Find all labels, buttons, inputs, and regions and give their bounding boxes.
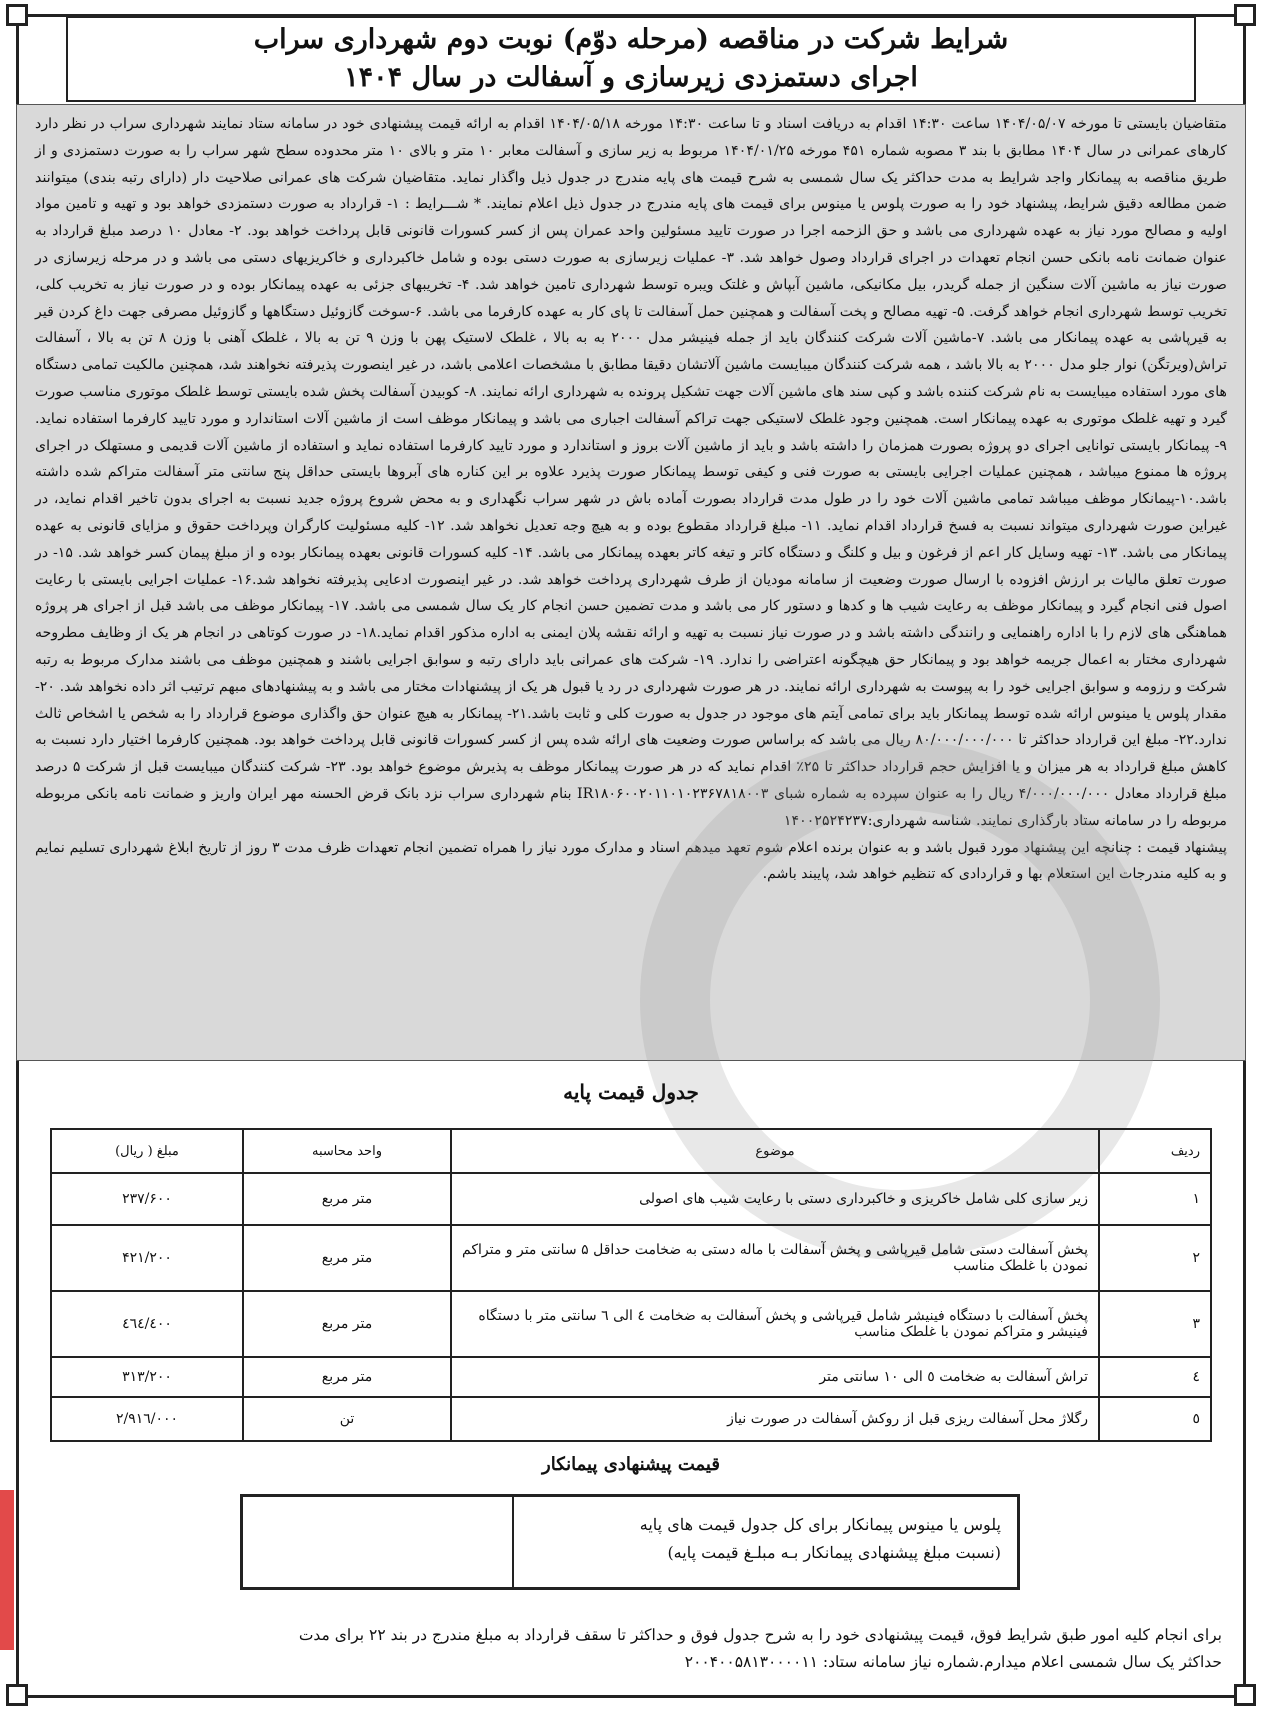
row-amount: ٣١٣/٢٠٠	[51, 1357, 243, 1397]
table-row	[51, 1397, 1211, 1441]
conditions-paragraph: متقاضیان بایستی تا مورخه ۱۴۰۴/۰۵/۰۷ ساعت ۱۴:۳۰ اقدام به دریافت اسناد و تا ساعت ۱۴:۳۰ مورخه ۱۴۰۴/۰۵/۱۸ اقدام به ارائه قیمت پیشنهادی خود در سامانه ستاد نمایند شهرداری سراب در نظر دارد کارهای عمرانی در سال ۱۴۰۴ مطابق با بند ۳ مصوبه شماره ۴۵۱ مورخه ۱۴۰۴/۰۱/۲۵ مربوط به زیر سازی و آسفالت معابر ۱۰ متر و بالای ۱۰ متر محدوده سطح شهر سراب را به صورت دستمزدی و از طریق مناقصه به پیمانکار واجد شرایط به مدت حداکثر یک سال شمسی به شرح قیمت های پایه مندرج در جدول ذیل واگذار نماید. متقاضیان شرکت های عمرانی صلاحیت دار (دارای رتبه بندی) میتوانند ضمن مطالعه دقیق شرایط، پیشنهاد خود را به صورت پلوس یا مینوس برای قیمت های پایه مندرج در جدول ذیل اعلام نمایند. * شـــرایط : ۱- قرارداد به صورت دستمزدی خواهد بود و تهیه و تامین مواد اولیه و مصالح مورد نیاز به عهده شهرداری می باشد و حق الزحمه اجرا در صورت تایید مسئولین واحد عمران پس از کسر کسورات قانونی قابل پرداخت خواهد بود. ۲- معادل ۱۰ درصد مبلغ قرارداد به عنوان ضمانت نامه بانکی حسن انجام تعهدات در اجرای قرارداد وصول خواهد شد. ۳- عملیات زیرسازی به صورت دستی بوده و شامل خاکبرداری و خاکریزیهای دستی می باشد و در مرحله زیرسازی در صورت نیاز به ماشین آلات سنگین از جمله گریدر، بیل مکانیکی، ماشین آبپاش و غلتک ویبره توسط شهرداری تامین خواهد شد. ۴- تخریبهای جزئی به عهده پیمانکار بوده و در صورت نیاز به تخریب کلی، تخریب توسط شهرداری انجام خواهد گرفت. ۵- تهیه مصالح و پخت آسفالت و همچنین حمل آسفالت تا پای کار به عهده کارفرما می باشد. ۶-سوخت گازوئیل دستگاهها و گازوئیل مصرفی جهت داغ کردن قیر به قیرپاشی به عهده پیمانکار می باشد. ۷-ماشین آلات شرکت کنندگان باید از جمله فینیشر مدل ۲۰۰۰ به به بالا ، غلطک لاستیک پهن با وزن ۹ تن به بالا ، غلطک آهنی با وزن ۸ تن به بالا ، آسفالت تراش(ویرتگن) نوار جلو مدل ۲۰۰۰ به بالا باشد ، همه شرکت کنندگان میبایست ماشین آلاتشان دقیقا مطابق با مشخصات اعلامی باشد، در غیر اینصورت پذیرفته نخواهند شد، همچنین مالکیت تمامی دستگاه های مورد استفاده میبایست به نام شرکت کننده باشد و کپی سند های ماشین آلات جهت تشکیل پرونده به شهرداری ارائه نمایند. ۸- کوبیدن آسفالت پخش شده بایستی توسط غلطک موتوری مناسب صورت گیرد و تهیه غلطک موتوری به عهده پیمانکار است. همچنین وجود غلطک لاستیکی جهت تراکم آسفالت اجباری می باشد و پیمانکار موظف است از ماشین آلات استاندارد و مورد تایید کارفرما استفاده نماید. ۹- پیمانکار بایستی توانایی اجرای دو پروژه بصورت همزمان را داشته باشد و باید از ماشین آلات بروز و استاندارد و مورد تایید کارفرما استفاده نماید و استفاده از ماشین آلات قدیمی و مستهلک در اجرای پروژه ها ممنوع میباشد ، همچنین عملیات اجرایی بایستی به صورت فنی و کیفی توسط پیمانکار صورت پذیرد علاوه بر این کناره های آبروها بایستی حداقل پنج سانتی متر آسفالت متراکم شده داشته باشد.۱۰-پیمانکار موظف میباشد تمامی ماشین آلات خود را در طول مدت قرارداد بصورت آماده باش در شهر سراب نگهداری و به محض شروع پروژه جدید نسبت به اجرای بدون تاخیر اقدام نماید، در غیراین صورت شهرداری میتواند نسبت به فسخ قرارداد اقدام نماید. ۱۱- مبلغ قرارداد مقطوع بوده و به هیچ وجه تعدیل نخواهد شد. ۱۲- کلیه مسئولیت کارگران وپرداخت حقوق و مزایای قانونی به عهده پیمانکار می باشد. ۱۳- تهیه وسایل کار اعم از فرغون و بیل و کلنگ و دستگاه کاتر و تیغه کاتر بعهده پیمانکار می باشد. ۱۴- کلیه کسورات قانونی بعهده پیمانکار بوده و از مبلغ پیمان کسر خواهد شد. ۱۵- در صورت تعلق مالیات بر ارزش افزوده با ارسال صورت وضعیت از سامانه مودیان از طرف شهرداری پرداخت خواهد شد. در غیر اینصورت ادعایی پذیرفته نخواهد شد.۱۶- عملیات اجرایی بایستی با رعایت اصول فنی انجام گیرد و پیمانکار موظف به رعایت شیب ها و کدها و دستور کار می باشد و مدت تضمین حسن انجام کار یک سال شمسی می باشد. ۱۷- پیمانکار موظف می باشد قبل از اجرای هر پروژه هماهنگی های لازم را با اداره راهنمایی و رانندگی داشته باشد و در صورت نیاز نسبت به تهیه و ارائه نقشه پلان ایمنی به اداره مذکور اقدام نماید.۱۸- در صورت کوتاهی در انجام هر یک از وظایف مطروحه شهرداری مختار به اعمال جریمه خواهد بود و پیمانکار حق هیچگونه اعتراضی را ندارد. ۱۹- شرکت های عمرانی باید دارای رتبه و سوابق اجرایی باشند و همچنین موظف می باشند مدارک مربوط به رتبه شرکت و رزومه و سوابق اجرایی خود را به پیوست به شهرداری ارائه نمایند. در هر صورت شهرداری در رد یا قبول هر یک از پیشنهادات مختار می باشد و به پیشنهادهای مبهم ترتیب اثر داده نخواهد شد. ۲۰- مقدار پلوس یا مینوس ارائه شده توسط پیمانکار باید برای تمامی آیتم های موجود در جدول به صورت کلی و ثابت باشد.۲۱- پیمانکار به هیچ عنوان حق واگذاری موضوع قرارداد را به شخص یا اشخاص ثالث ندارد.۲۲- مبلغ این قرارداد حداکثر تا ۸۰/۰۰۰/۰۰۰/۰۰۰ ریال می باشد که براساس صورت وضعیت های ارائه شده پس از کسر کسورات قانونی قابل پرداخت خواهد بود. همچنین کارفرما اختیار دارد نسبت به کاهش مبلغ قرارداد به هر میزان و یا افزایش حجم قرارداد حداکثر تا ۲۵٪ اقدام نماید که در هر صورت پیمانکار موظف به پذیرش موضوع خواهد بود. ۲۳- شرکت کنندگان میبایست قبل از شرکت ۵ درصد مبلغ قرارداد معادل ۴/۰۰۰/۰۰۰/۰۰۰ ریال را به عنوان سپرده به شماره شبای IR۱۸۰۶۰۰۲۰۱۱۰۱۰۲۳۶۷۸۱۸۰۰۳ بنام شهرداری سراب نزد بانک قرض الحسنه مهر ایران واریز و ضمانت نامه بانکی مربوطه مربوطه را در سامانه ستاد بارگذاری نمایند. شناسه شهرداری:۱۴۰۰۲۵۲۴۲۳۷	[35, 116, 1228, 829]
proposal-value-field[interactable]	[243, 1497, 512, 1587]
row-unit: تن	[243, 1397, 451, 1441]
header-row-number: ردیف	[1099, 1129, 1211, 1173]
conditions-body	[16, 104, 1246, 1061]
row-amount: ۲۳۷/۶۰۰	[51, 1173, 243, 1225]
conditions-text	[35, 111, 1227, 888]
proposal-label-line-1: پلوس یا مینوس پیمانکار برای کل جدول قیمت های پایه	[639, 1515, 1001, 1534]
row-amount: ۴۲۱/۲۰۰	[51, 1225, 243, 1291]
document-title	[66, 16, 1196, 102]
table-row	[51, 1225, 1211, 1291]
corner-ornament	[1234, 1684, 1256, 1706]
row-unit: متر مربع	[243, 1291, 451, 1357]
footer-line-2: حداکثر یک سال شمسی اعلام میدارم.شماره نیاز سامانه ستاد: ۲۰۰۴۰۰۵۸۱۳۰۰۰۰۱۱	[684, 1653, 1222, 1671]
row-amount: ٢/٩١٦/٠٠٠	[51, 1397, 243, 1441]
price-table	[50, 1128, 1212, 1442]
footer-line-1: برای انجام کلیه امور طبق شرایط فوق، قیمت پیشنهادی خود را به شرح جدول فوق و حداکثر تا سقف قرارداد به مبلغ مندرج در بند ۲۲ برای مدت	[298, 1626, 1222, 1644]
proposal-title: قیمت پیشنهادی پیمانکار	[542, 1454, 720, 1475]
row-subject: زیر سازی کلی شامل خاکریزی و خاکبرداری دستی با رعایت شیب های اصولی	[451, 1173, 1099, 1225]
header-unit: واحد محاسبه	[243, 1129, 451, 1173]
title-line-1: شرایط شرکت در مناقصه (مرحله دوّم) نوبت دوم شهرداری سراب	[253, 24, 1009, 55]
corner-ornament	[6, 1684, 28, 1706]
corner-ornament	[6, 4, 28, 26]
table-header-row	[51, 1129, 1211, 1173]
row-number: ٥	[1099, 1397, 1211, 1441]
price-offer-paragraph: پیشنهاد قیمت : چنانچه این پیشنهاد مورد قبول باشد و به عنوان برنده اعلام شوم تعهد میدهم اسناد و مدارک مورد نیاز را همراه تضمین انجام تعهدات ظرف مدت ۳ روز از تاریخ ابلاغ شهرداری تسلیم نمایم و به کلیه مندرجات این استعلام بها و قراردادی که تنظیم خواهد شد، پایبند باشم.	[35, 839, 1227, 883]
row-subject: پخش آسفالت دستی شامل قیرپاشی و پخش آسفالت با ماله دستی به ضخامت حداقل ۵ سانتی متر و متراکم نمودن با غلطک مناسب	[451, 1225, 1099, 1291]
price-table-title: جدول قیمت پایه	[563, 1080, 699, 1104]
row-unit: متر مربع	[243, 1173, 451, 1225]
table-row	[51, 1291, 1211, 1357]
row-amount: ٤٦٤/٤٠٠	[51, 1291, 243, 1357]
proposal-box	[240, 1494, 1020, 1590]
footer-statement	[40, 1622, 1222, 1676]
table-row	[51, 1357, 1211, 1397]
row-number: ۳	[1099, 1291, 1211, 1357]
header-amount: مبلغ ( ریال)	[51, 1129, 243, 1173]
row-number: ۲	[1099, 1225, 1211, 1291]
corner-ornament	[1234, 4, 1256, 26]
row-unit: متر مربع	[243, 1225, 451, 1291]
table-row	[51, 1173, 1211, 1225]
title-line-2: اجرای دستمزدی زیرسازی و آسفالت در سال ۱۴۰۴	[344, 62, 918, 93]
row-number: ٤	[1099, 1357, 1211, 1397]
row-subject: پخش آسفالت با دستگاه فینیشر شامل قیرپاشی و پخش آسفالت به ضخامت ٤ الی ٦ سانتی متر با دستگاه فینیشر و متراکم نمودن با غلطک مناسب	[451, 1291, 1099, 1357]
proposal-label	[512, 1497, 1017, 1587]
row-number: ۱	[1099, 1173, 1211, 1225]
red-edge-mark	[0, 1490, 14, 1650]
row-subject: تراش آسفالت به ضخامت ٥ الی ١٠ سانتی متر	[451, 1357, 1099, 1397]
header-subject: موضوع	[451, 1129, 1099, 1173]
proposal-label-line-2: (نسبت مبلغ پیشنهادی پیمانکار بـه مبلـغ قیمت پایه)	[667, 1543, 1001, 1562]
row-unit: متر مربع	[243, 1357, 451, 1397]
row-subject: رگلاژ محل آسفالت ریزی قبل از روکش آسفالت در صورت نیاز	[451, 1397, 1099, 1441]
